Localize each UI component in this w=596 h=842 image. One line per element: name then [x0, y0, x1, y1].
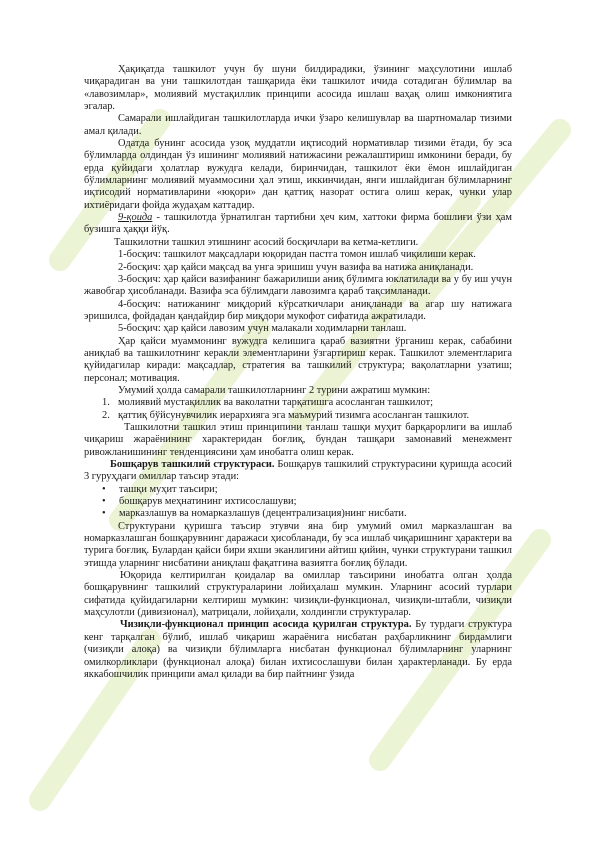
list-number: 2.	[102, 409, 110, 421]
paragraph	[84, 212, 512, 237]
bullet-icon: •	[102, 483, 106, 495]
section-heading: Чизиқли-функционал принцип асосида қурилган структура.	[120, 619, 412, 631]
paragraph-text: - ташкилотда ўрнатилган тартибни ҳеч ким, хаттоки фирма бошлиғи ўзи ҳам бузишга ҳаққи йўқ.	[84, 212, 512, 236]
stage-item: 3-босқич: ҳар қайси вазифанинг бажарилиши аниқ бўлимга юклатилади ва у бу иш учун жавобгар ҳисобланади. Вазифа эса бўлимдаги лавозимга қараб тақсимланади.	[84, 273, 512, 298]
stage-item: 4-босқич: натижанинг миқдорий кўрсаткичлари аниқланади ва агар шу натижага эришилса, фойдадан қандайдир бир миқдори мукофот сифатида ажратилади.	[84, 298, 512, 322]
paragraph: Ташкилотни ташкил этиш принципини танлаш ташқи муҳит барқарорлиги ва ишлаб чиқариш жараёнининг характеридан боғлиқ, бундан ташқари замонавий менежмент ривожланишининг тенденциясини ҳам инобатга олиш керак.	[84, 421, 512, 458]
numbered-list	[84, 397, 512, 422]
paragraph	[84, 459, 512, 484]
document-page	[84, 64, 512, 681]
list-item	[84, 410, 512, 422]
stage-item: 5-босқич: ҳар қайси лавозим учун малакали ходимларни танлаш.	[118, 323, 407, 335]
list-item	[84, 397, 512, 409]
list-item-text: қаттиқ бўйсунувчилик иерархияга эга маъмурий тизимга асосланган ташкилот.	[118, 409, 470, 421]
stage-item: 2-босқич: ҳар қайси мақсад ва унга эришиш учун вазифа ва натижа аниқланади.	[118, 261, 474, 273]
stage-item: 1-босқич: ташкилот мақсадлари юқоридан пастга томон ишлаб чиқилиши керак.	[118, 249, 476, 261]
list-item-text: бошқарув меҳнатининг ихтисослашуви;	[119, 496, 297, 508]
list-item-text: молиявий мустақиллик ва ваколатни тарқатишга асосланган ташкилот;	[118, 397, 434, 409]
paragraph	[84, 619, 512, 681]
paragraph: Ҳақиқатда ташкилот учун бу шуни билдирадики, ўзининг маҳсулотини ишлаб чиқарадиган ва уни ташкилотдан ташқарида ёки ташкилот ичида сотадиган бўлимлар ва «лавозимлар», молиявий мустақиллик принципи асосида ишлаш ваҳақ олиш имкониятига эгалар.	[84, 64, 512, 113]
paragraph: Одатда бунинг асосида узоқ муддатли иқтисодий нормативлар тизими ётади, бу эса бўлимларда олдиндан ўз ишининг молиявий натижасини режалаштириш имконини беради, бу ерда қуйидаги ҳолатлар вужудга келади, биринчидан, ташкилот ёки ёмон ишлайдиган бўлимларнинг молиявий муаммосини ҳал этиш, иккинчидан, янги ишлайдиган бўлимларнинг иқтисодий нормативларини «юқори» дан қаттиқ назорат остига олиш керак, чунки улар ихтиёридаги фойда жудаҳам каттадир.	[84, 138, 512, 211]
rule-label: 9-қоида	[118, 212, 153, 224]
bullet-icon: •	[102, 496, 106, 508]
list-number: 1.	[102, 397, 110, 409]
paragraph: Структурани қуришга таъсир этувчи яна бир умумий омил марказлашган ва номарказлашган бошқарувнинг даражаси ҳисобланади, бу эса ишлаб чиқаришнинг ҳарактери ва турига боғлиқ. Булардан қайси бири яхши эканлигини айтиш қийин, чунки структурани ташкил этишда уларнинг нисбатини аниқлаш фақатгина вазиятга боғлиқ бўлади.	[84, 520, 512, 569]
bullet-list	[84, 484, 512, 521]
paragraph: Юқорида келтирилган қоидалар ва омиллар таъсирини инобатга олган ҳолда бошқарувнинг ташкилий структураларини лойиҳалаш мумкин. Уларнинг асосий турлари сифатида қуйидагиларни келтириш мумкин: чизиқли-функционал, чизиқли-штабли, чизиқли маҳсулотли (дивизионал), матрицали, лойиҳали, холдингли структуралар.	[84, 570, 512, 619]
paragraph: Ташкилотни ташкил этишнинг асосий босқичлари ва кетма-кетлиги.	[114, 236, 419, 248]
section-heading: Бошқарув ташкилий структураси.	[110, 459, 275, 470]
list-item-text: ташқи муҳит таъсири;	[119, 483, 218, 495]
paragraph-text: Бу турдаги структура кенг тарқалган бўлиб, ишлаб чиқариш жараёнига нисбатан раҳбарликнинг бирдамлиги (чизиқли алоқа) ва чизиқли бўлимларга нисбатан функционал бўлимларнинг уларнинг омилкорликлари (функционал алоқа) билан ихтисослашуви билан ҳарактерланади. Бу ерда яккабошчилик принципи амал қилади ва бир пайтнинг ўзида	[84, 619, 512, 680]
paragraph: Самарали ишлайдиган ташкилотларда ички ўзаро келишувлар ва шартномалар тизими амал қилади.	[84, 113, 512, 137]
paragraph-text: Бошқарув ташкилий структурасини қуришда асосий 3 гуруҳдаги омиллар таъсир этади:	[84, 459, 512, 483]
list-item-text: марказлашув ва номарказлашув (децентрализация)нинг нисбати.	[119, 508, 407, 520]
list-item	[84, 508, 512, 520]
list-item	[84, 484, 512, 496]
bullet-icon: •	[102, 508, 106, 520]
list-item	[84, 496, 512, 508]
paragraph: Умумий ҳолда самарали ташкилотларнинг 2 турини ажратиш мумкин:	[118, 384, 431, 396]
paragraph: Ҳар қайси муаммонинг вужудга келишига қараб вазиятни ўрганиш керак, сабабини аниқлаб ва ташкилотнинг керакли элементларини ўзгартириш керак. Ташкилот элементларига қуйидагилар киради: мақсадлар, стратегия ва ташкилий структура; вақолатларни узатиш; персонал; мотивация.	[84, 335, 512, 384]
